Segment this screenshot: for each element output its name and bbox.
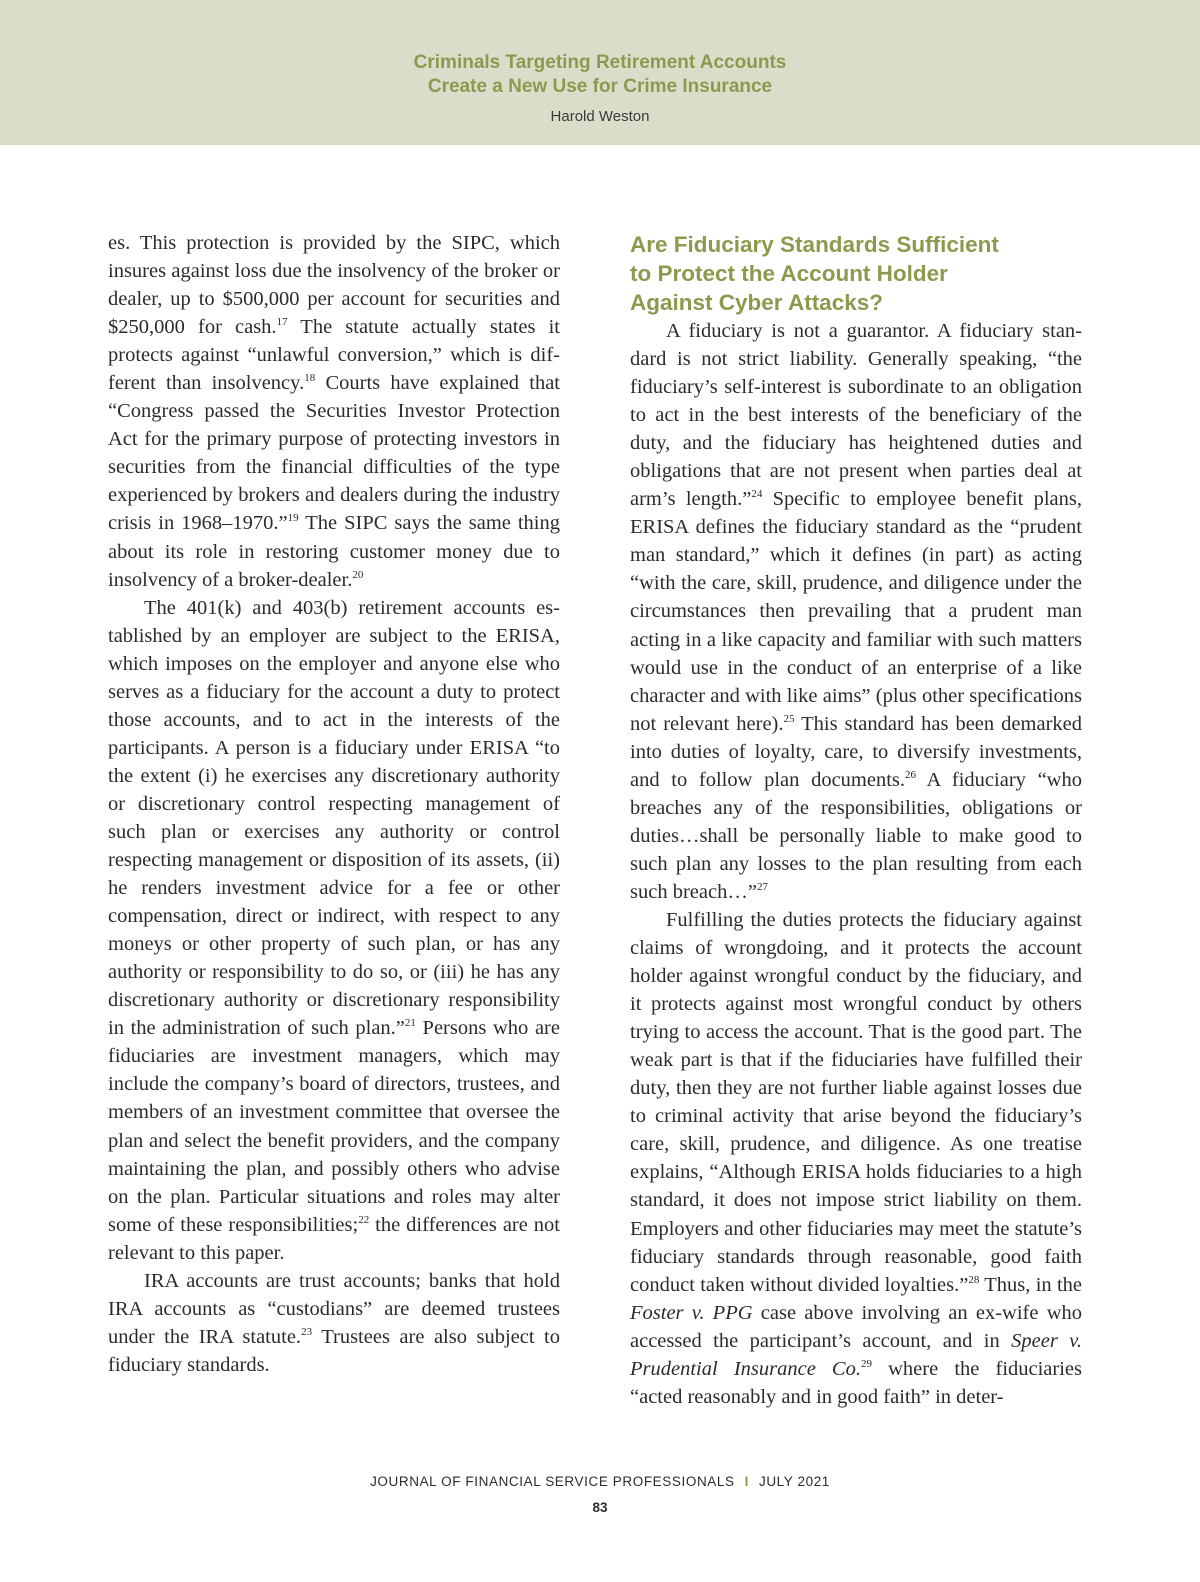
left-paragraph-3 [108, 1267, 560, 1379]
text-run: Trustees are also subject to fiduciary standards. [108, 1325, 561, 1376]
text-run: Specific to employee benefit plans, ERISA defines the fiduciary standard as the “prudent man standard,” which it defines (in part) as acting “with the care, skill, prudence, and diligence under the circumstances then prevailing that a prudent man acting in a like capacity and familiar with such matters would use in the conduct of an enterprise of a like character and with like aims” (plus other specifications not relevant here). [630, 488, 1082, 735]
heading-line-3: Against Cyber Attacks? [630, 290, 883, 315]
case-name-speer: Speer v. Prudential Insurance Co. [630, 1329, 1082, 1380]
left-column [108, 229, 560, 1379]
footnote-ref-21: 21 [404, 1017, 416, 1030]
heading-line-1: Are Fiduciary Standards Sufficient [630, 232, 999, 257]
text-run: Persons who are fiduciaries are investment managers, which may include the company’s board of directors, trustees, and members of an investment committee that oversee the plan and select the benefit providers, and the company maintaining the plan, and possibly others who advise on the plan. Particular situations and roles may alter some of these responsibilities; [108, 1017, 560, 1236]
footnote-ref-17: 17 [276, 315, 288, 328]
text-run: Fulfilling the duties protects the fiduciary against claims of wrongdoing, and it protects the account holder against wrongful conduct by the fiduciary, and it protects against most wrongful conduct by others trying to access the account. That is the good part. The weak part is that if the fiduciaries have fulfilled their duty, then they are not further liable against losses due to criminal activity that arise beyond the fiduciary’s care, skill, prudence, and diligence. As one treatise explains, “Although ERISA holds fiduciaries to a high standard, it does not impose strict liability on them. Employers and other fiduciaries may meet the statute’s fiduciary standards through reasonable, good faith conduct taken without divided loyalties.” [630, 908, 1082, 1296]
case-name-foster: Foster v. PPG [630, 1301, 753, 1324]
text-run: IRA accounts are trust accounts; banks that hold IRA accounts as “custodians” are deemed trustees under the IRA statute. [108, 1269, 560, 1348]
footnote-ref-28: 28 [968, 1273, 980, 1286]
text-run: A fiduciary “who breaches any of the responsibilities, obligations or duties…shall be personally liable to make good to such plan any losses to the plan resulting from each such breach…” [630, 768, 1082, 903]
header-title-line-2: Create a New Use for Crime Insurance [427, 76, 773, 97]
text-run: es. This protection is provided by the SIPC, which insures against loss due the insolvency of the broker or dealer, up to $500,000 per account for securities and $250,000 for cash. [108, 232, 560, 339]
heading-line-2: to Protect the Account Holder [630, 261, 948, 286]
text-run: Thus, in the [979, 1273, 1082, 1296]
footnote-ref-19: 19 [287, 512, 299, 525]
issue-date: JULY 2021 [758, 1474, 830, 1489]
footnote-ref-22: 22 [358, 1213, 370, 1226]
text-run: The SIPC says the same thing about its role in restoring customer money due to insolvency of a broker-dealer. [108, 512, 560, 591]
text-run: This standard has been demarked into duties of loyalty, care, to diversify investments, and to follow plan documents. [630, 712, 1083, 791]
page-footer [0, 1474, 1200, 1489]
footnote-ref-24: 24 [751, 488, 763, 501]
footnote-ref-18: 18 [304, 371, 316, 384]
footnote-ref-26: 26 [905, 768, 917, 781]
text-run: the differences are not relevant to this paper. [108, 1213, 561, 1264]
left-paragraph-1 [108, 229, 560, 594]
right-column [630, 230, 1082, 1411]
text-run: where the fiduciaries “acted reasonably and in good faith” in deter- [630, 1357, 1083, 1408]
header-title-line-1: Criminals Targeting Retirement Accounts [413, 52, 787, 73]
text-run: Courts have explained that “Congress passed the Securities Investor Protection Act for the primary purpose of protecting investors in securities from the financial difficulties of the type experienced by brokers and dealers during the industry crisis in 1968–1970.” [108, 372, 560, 535]
header-author: Harold Weston [550, 108, 650, 125]
page-number: 83 [592, 1500, 608, 1515]
right-paragraph-2 [630, 906, 1082, 1411]
footnote-ref-25: 25 [783, 712, 795, 725]
page-header [0, 0, 1200, 145]
footnote-ref-29: 29 [860, 1357, 872, 1370]
journal-name: JOURNAL OF FINANCIAL SERVICE PROFESSIONALS [370, 1474, 735, 1489]
right-paragraph-1 [630, 317, 1082, 906]
footnote-ref-27: 27 [756, 880, 768, 893]
text-run: The statute actually states it protects against “unlawful conversion,” which is different than insolvency. [108, 316, 560, 395]
left-paragraph-2 [108, 594, 560, 1267]
section-heading [630, 230, 1082, 317]
text-run: A fiduciary is not a guarantor. A fiduciary standard is not strict liability. Generally speaking, “the fiduciary’s self-interest is subordinate to an obligation to act in the best interests of the beneficiary of the duty, and the fiduciary has heightened duties and obligations that are not present when parties deal at arm’s length.” [630, 320, 1082, 511]
footnote-ref-23: 23 [301, 1325, 313, 1338]
text-run: The 401(k) and 403(b) retirement accounts established by an employer are subject to the ERISA, which imposes on the employer and anyone else who serves as a fiduciary for the account a duty to protect those accounts, and to act in the interests of the participants. A person is a fiduciary under ERISA “to the extent (i) he exercises any discretionary authority or discretionary control respecting management of such plan or exercises any authority or control respecting management or disposition of its assets, (ii) he renders investment advice for a fee or other compensation, direct or indirect, with respect to any moneys or other property of such plan, or has any authority or responsibility to do so, or (iii) he has any discretionary authority or discretionary responsibility in the administration of such plan.” [108, 596, 560, 1040]
text-run: case above involving an ex-wife who accessed the participant’s account, and in [630, 1301, 1082, 1352]
footer-separator: I [744, 1474, 749, 1489]
footnote-ref-20: 20 [352, 568, 364, 581]
